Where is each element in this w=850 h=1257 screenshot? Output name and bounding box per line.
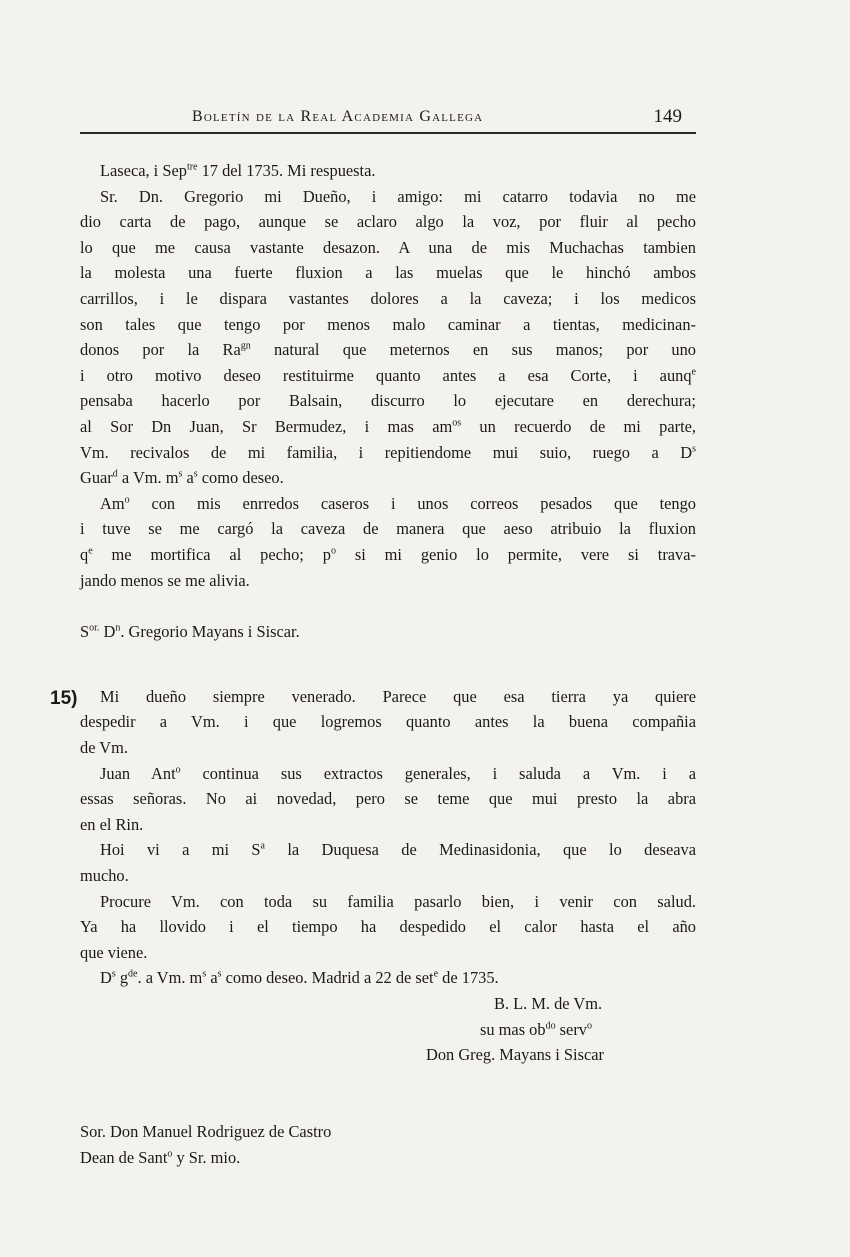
text-line: lo que me causa vastante desazon. A una de mis Muchachas tambien (80, 237, 696, 257)
text-line: dio carta de pago, aunque se aclaro algo la voz, por fluir al pecho (80, 212, 696, 232)
page-number: 149 (653, 106, 682, 127)
text-line: de Vm. (80, 738, 128, 758)
text-line: Procure Vm. con toda su familia pasarlo bien, i venir con salud. (100, 891, 696, 911)
addressee: $S^{or.}$ $D^n$. Gregorio Mayans i Siscar. (80, 621, 300, 641)
closing-line: $D^s$ $g^{de}$. a Vm. $m^s$ $a^s$ como deseo. Madrid a 22 de set$^e$ de 1735. (100, 968, 499, 988)
text-line: Am$^o$ con mis enrredos caseros i unos correos pesados que tengo (100, 493, 696, 513)
running-header (80, 106, 696, 134)
letter-number: 15) (50, 688, 78, 709)
text-line: jando menos se me alivia. (80, 570, 250, 590)
signature-name: Don Greg. Mayans i Siscar (426, 1045, 604, 1065)
text-line: Ya ha llovido i el tiempo ha despedido el calor hasta el año (80, 917, 696, 937)
text-line: Hoi vi a mi $S^a$ la Duquesa de Medinasidonia, que lo deseava (100, 840, 696, 860)
text-line: Vm. recivalos de mi familia, i repitiendome mui suio, ruego a $D^s$ (80, 442, 696, 462)
text-line: pensaba hacerlo por Balsain, discurro lo ejecutare en derechura; (80, 391, 696, 411)
signature-line: B. L. M. de Vm. (494, 994, 603, 1013)
text-line: despedir a Vm. i que logremos quanto antes la buena compañia (80, 712, 696, 732)
text-line: i tuve se me cargó la caveza de manera que aeso atribuio la fluxion (80, 519, 696, 539)
signature-line: su mas $ob^{do}$ serv$^o$ (480, 1019, 592, 1039)
letter-body (80, 158, 696, 1170)
text-line: Juan Ant$^o$ continua sus extractos generales, i saluda a Vm. i a (100, 763, 696, 783)
dateline: Laseca, i Sep$^{tre}$ 17 del 1735. Mi respuesta. (100, 161, 376, 180)
text-line: la molesta una fuerte fluxion a las muelas que le hinchó ambos (80, 263, 696, 283)
text-line: en el Rin. (80, 814, 144, 834)
recipient-line: Dean de Sant$^o$ y Sr. mio. (80, 1147, 241, 1167)
text-line: que viene. (80, 942, 148, 962)
text-line: $q^e$ me mortifica al pecho; $p^o$ si mi genio lo permite, vere si trava- (80, 544, 696, 564)
text-line: Mi dueño siempre venerado. Parece que esa tierra ya quiere (100, 686, 696, 706)
text-line: mucho. (80, 866, 129, 886)
text-line: carrillos, i le dispara vastantes dolores a la caveza; i los medicos (80, 288, 696, 308)
text-line: al Sor Dn Juan, Sr Bermudez, i mas $am^{os}$ un recuerdo de mi parte, (80, 416, 696, 436)
text-line: essas señoras. No ai novedad, pero se teme que mui presto la abra (80, 789, 696, 809)
text-line: i otro motivo deseo restituirme quanto antes a esa Corte, i aunq$^e$ (80, 365, 696, 385)
journal-title: Boletín de la Real Academia Gallega (192, 108, 484, 125)
text-line: Sr. Dn. Gregorio mi Dueño, i amigo: mi catarro todavia no me (100, 186, 696, 206)
recipient-line: Sor. Don Manuel Rodriguez de Castro (80, 1121, 332, 1141)
text-line: Guar$^d$ a Vm. $m^s$ $a^s$ como deseo. (80, 468, 284, 488)
text-line: donos por la $Ra^{gn}$ natural que meternos en sus manos; por uno (80, 340, 696, 360)
text-line: son tales que tengo por menos malo caminar a tientas, medicinan- (80, 314, 696, 334)
